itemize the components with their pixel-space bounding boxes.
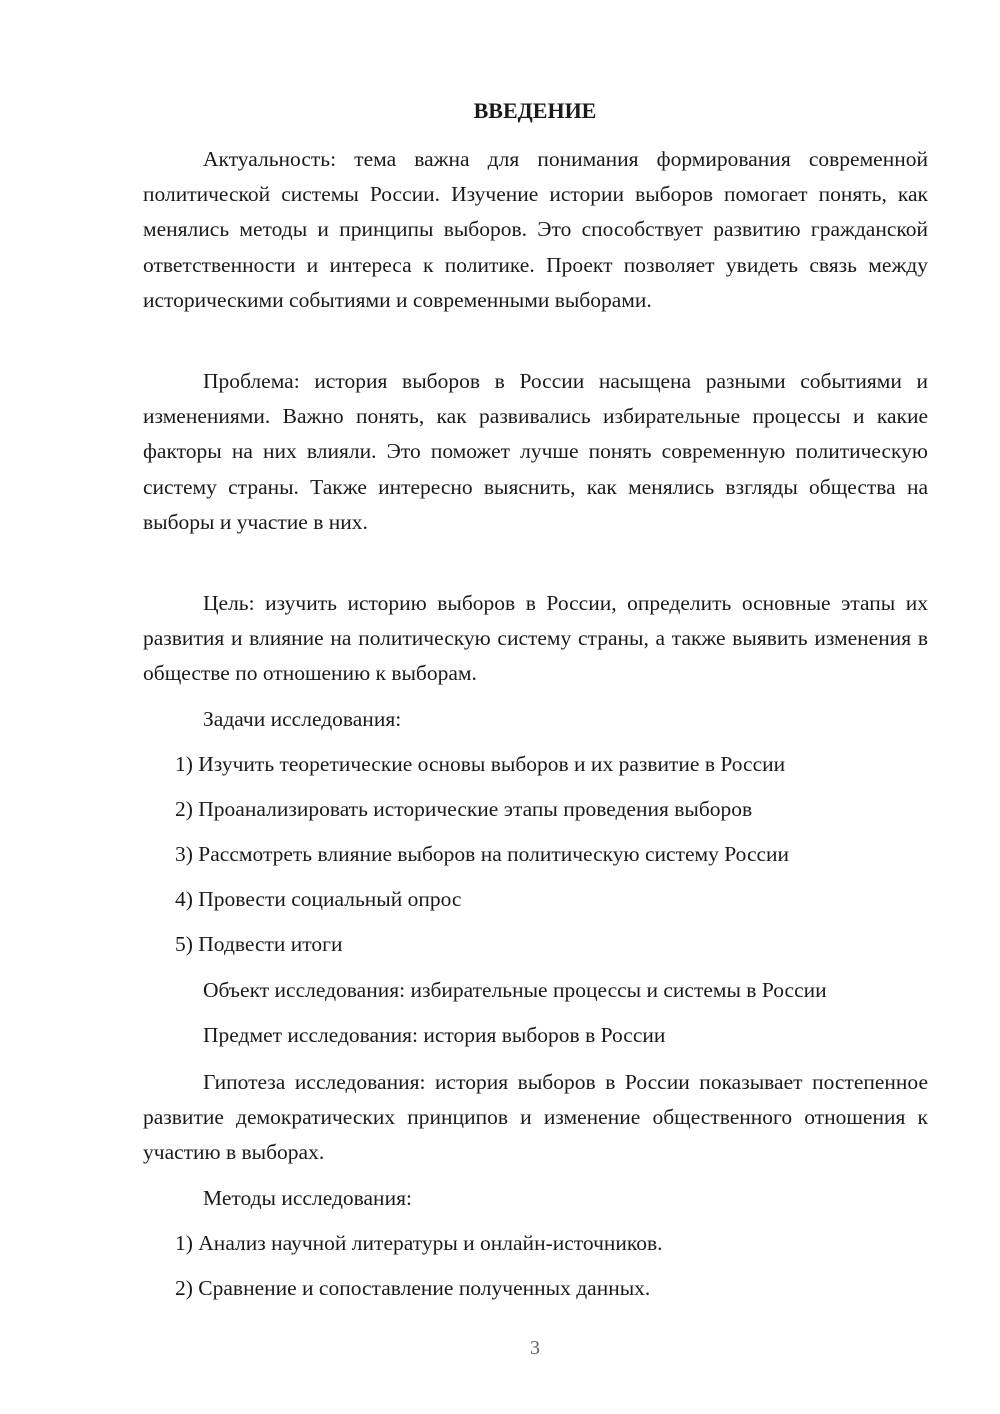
method-item-1: 1) Анализ научной литературы и онлайн-источников. xyxy=(175,1231,663,1255)
goal-paragraph: Цель: изучить историю выборов в России, определить основные этапы их развития и влияние на политическую систему страны, а также выявить изменения в обществе по отношению к выборам. xyxy=(143,591,928,686)
task-item-2: 2) Проанализировать исторические этапы проведения выборов xyxy=(175,797,753,821)
method-item-2: 2) Сравнение и сопоставление полученных данных. xyxy=(175,1276,651,1300)
relevance-paragraph: Актуальность: тема важна для понимания формирования современной политической системы России. Изучение истории выборов помогает понять, как менялись методы и принципы выборов. Это способствует развитию гражданской ответственности и интереса к политике. Проект позволяет увидеть связь между историческими событиями и современными выборами. xyxy=(143,147,928,312)
research-subject: Предмет исследования: история выборов в России xyxy=(203,1023,666,1047)
research-object: Объект исследования: избирательные процессы и системы в России xyxy=(203,978,827,1002)
task-item-3: 3) Рассмотреть влияние выборов на политическую систему России xyxy=(175,842,790,866)
hypothesis-paragraph: Гипотеза исследования: история выборов в России показывает постепенное развитие демократических принципов и изменение общественного отношения к участию в выборах. xyxy=(143,1070,928,1165)
page-number: 3 xyxy=(530,1337,540,1359)
problem-paragraph: Проблема: история выборов в России насыщена разными событиями и изменениями. Важно понять, как развивались избирательные процессы и какие факторы на них влияли. Это поможет лучше понять современную политическую систему страны. Также интересно выяснить, как менялись взгляды общества на выборы и участие в них. xyxy=(143,369,928,534)
task-item-1: 1) Изучить теоретические основы выборов и их развитие в России xyxy=(175,752,786,776)
task-item-5: 5) Подвести итоги xyxy=(175,932,343,956)
task-item-4: 4) Провести социальный опрос xyxy=(175,887,462,911)
tasks-heading: Задачи исследования: xyxy=(203,707,402,731)
methods-heading: Методы исследования: xyxy=(203,1186,412,1210)
page-title: ВВЕДЕНИЕ xyxy=(473,98,597,123)
